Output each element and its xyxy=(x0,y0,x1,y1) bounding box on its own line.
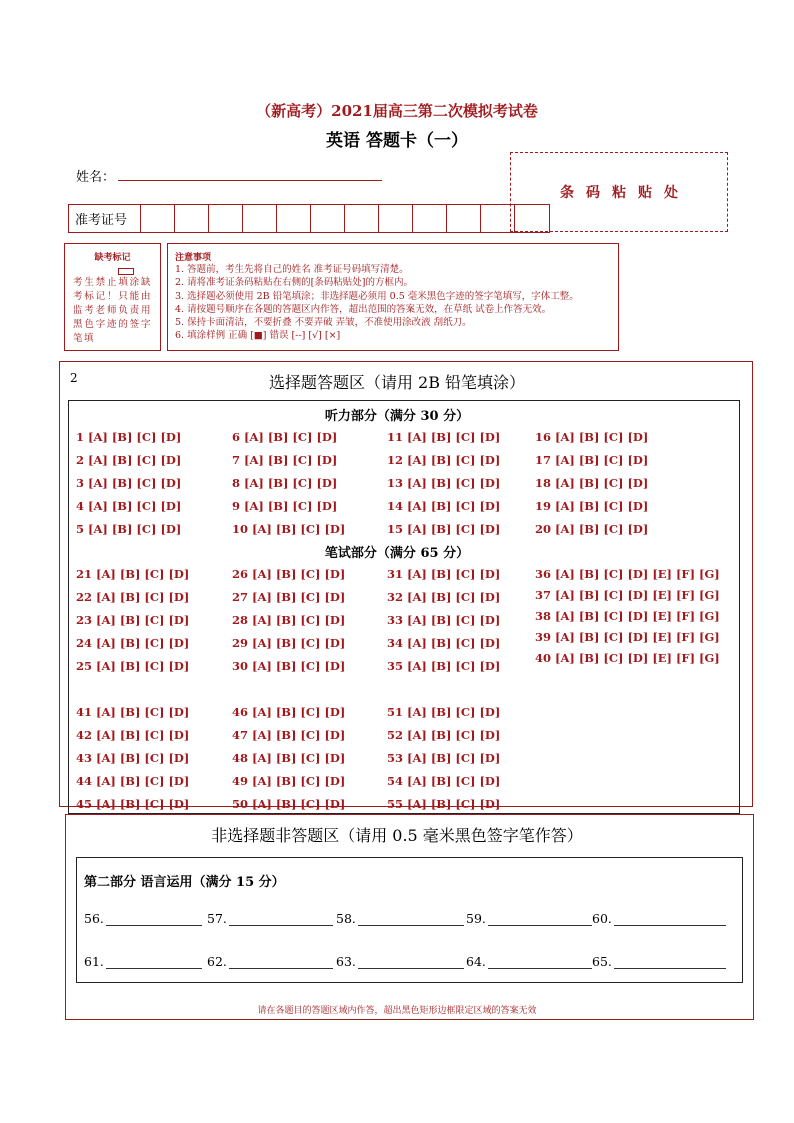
fill-blank-number: 56. xyxy=(84,911,104,926)
choice-question[interactable]: 47 [A] [B] [C] [D] xyxy=(232,728,346,742)
choice-question[interactable]: 11 [A] [B] [C] [D] xyxy=(387,430,501,444)
fill-blank-line[interactable] xyxy=(229,956,333,969)
absent-mark-checkbox[interactable] xyxy=(118,268,134,275)
fill-blank[interactable] xyxy=(207,911,333,926)
part2-title: 第二部分 语言运用（满分 15 分） xyxy=(84,875,285,890)
written-title: 笔试部分（满分 65 分） xyxy=(324,546,470,561)
choice-question[interactable]: 49 [A] [B] [C] [D] xyxy=(232,774,346,788)
answer-sheet-title: 英语 答题卡（一） xyxy=(326,131,468,151)
fill-blank-line[interactable] xyxy=(358,913,464,926)
notes-item: 3. 选择题必须使用 2B 铅笔填涂；非选择题必须用 0.5 毫米黑色字迹的签字笔填写，字体工整。 xyxy=(175,290,579,302)
fill-blank-number: 65. xyxy=(592,954,612,969)
fill-blank[interactable] xyxy=(466,954,592,969)
fill-blank[interactable] xyxy=(336,911,464,926)
notes-item: 1. 答题前，考生先将自己的姓名 准考证号码填写清楚。 xyxy=(175,264,409,275)
choice-question[interactable]: 18 [A] [B] [C] [D] xyxy=(535,476,649,490)
exam-number-cell[interactable] xyxy=(175,205,209,232)
exam-number-grid xyxy=(68,204,550,233)
choice-question[interactable]: 12 [A] [B] [C] [D] xyxy=(387,453,501,467)
exam-number-cell[interactable] xyxy=(345,205,379,232)
choice-question[interactable]: 8 [A] [B] [C] [D] xyxy=(232,476,338,490)
fill-blank-number: 57. xyxy=(207,911,227,926)
exam-number-cell[interactable] xyxy=(141,205,175,232)
choice-question[interactable]: 13 [A] [B] [C] [D] xyxy=(387,476,501,490)
exam-number-cell[interactable] xyxy=(379,205,413,232)
choice-question[interactable]: 35 [A] [B] [C] [D] xyxy=(387,659,501,673)
exam-number-cell[interactable] xyxy=(413,205,447,232)
choice-question[interactable]: 33 [A] [B] [C] [D] xyxy=(387,613,501,627)
exam-number-cell[interactable] xyxy=(515,205,549,232)
name-field[interactable] xyxy=(118,180,382,181)
choice-question[interactable]: 44 [A] [B] [C] [D] xyxy=(76,774,190,788)
fill-blank-number: 64. xyxy=(466,954,486,969)
choice-question[interactable]: 52 [A] [B] [C] [D] xyxy=(387,728,501,742)
choice-question[interactable]: 10 [A] [B] [C] [D] xyxy=(232,522,346,536)
choice-question[interactable]: 32 [A] [B] [C] [D] xyxy=(387,590,501,604)
nonchoice-section-title: 非选择题非答题区（请用 0.5 毫米黑色签字笔作答） xyxy=(211,826,583,845)
fill-blank-number: 60. xyxy=(592,911,612,926)
choice-question[interactable]: 26 [A] [B] [C] [D] xyxy=(232,567,346,581)
choice-question[interactable]: 51 [A] [B] [C] [D] xyxy=(387,705,501,719)
exam-number-cell[interactable] xyxy=(447,205,481,232)
choice-question[interactable]: 28 [A] [B] [C] [D] xyxy=(232,613,346,627)
exam-title: （新高考）2021届高三第二次模拟考试卷 xyxy=(256,102,538,120)
choice-question[interactable]: 48 [A] [B] [C] [D] xyxy=(232,751,346,765)
footer-note: 请在各题目的答题区域内作答，超出黑色矩形边框限定区域的答案无效 xyxy=(257,1006,537,1016)
choice-question[interactable]: 37 [A] [B] [C] [D] [E] [F] [G] xyxy=(535,588,720,602)
notes-item: 6. 填涂样例 正确 [■] 错误 [--] [√] [×] xyxy=(175,330,341,342)
fill-blank[interactable] xyxy=(592,911,726,926)
name-label: 姓名： xyxy=(76,170,116,185)
choice-question[interactable]: 43 [A] [B] [C] [D] xyxy=(76,751,190,765)
choice-question[interactable]: 50 [A] [B] [C] [D] xyxy=(232,797,346,811)
notes-item: 2. 请将准考证条码粘贴在右侧的[条码粘贴处]的方框内。 xyxy=(175,277,413,289)
choice-question[interactable]: 5 [A] [B] [C] [D] xyxy=(76,522,182,536)
choice-question[interactable]: 27 [A] [B] [C] [D] xyxy=(232,590,346,604)
fill-blank-line[interactable] xyxy=(488,913,592,926)
absent-mark-text: 考生禁止填涂缺考标记！只能由监考老师负责用黑色字迹的签字笔填 xyxy=(73,277,152,344)
choice-question[interactable]: 21 [A] [B] [C] [D] xyxy=(76,567,190,581)
choice-question[interactable]: 20 [A] [B] [C] [D] xyxy=(535,522,649,536)
absent-mark-title: 缺考标记 xyxy=(94,253,131,263)
fill-blank-line[interactable] xyxy=(614,913,726,926)
choice-question[interactable]: 17 [A] [B] [C] [D] xyxy=(535,453,649,467)
fill-blank[interactable] xyxy=(207,954,333,969)
fill-blank-number: 61. xyxy=(84,954,104,969)
choice-question[interactable]: 42 [A] [B] [C] [D] xyxy=(76,728,190,742)
notes-title: 注意事项 xyxy=(175,253,212,263)
choice-question[interactable]: 25 [A] [B] [C] [D] xyxy=(76,659,190,673)
choice-question[interactable]: 1 [A] [B] [C] [D] xyxy=(76,430,182,444)
page-number: 2 xyxy=(70,371,78,385)
choice-question[interactable]: 45 [A] [B] [C] [D] xyxy=(76,797,190,811)
fill-blank[interactable] xyxy=(466,911,592,926)
fill-blank[interactable] xyxy=(336,954,464,969)
choice-question[interactable]: 7 [A] [B] [C] [D] xyxy=(232,453,338,467)
choice-question[interactable]: 23 [A] [B] [C] [D] xyxy=(76,613,190,627)
fill-blank-line[interactable] xyxy=(229,913,333,926)
choice-question[interactable]: 6 [A] [B] [C] [D] xyxy=(232,430,338,444)
fill-blank-line[interactable] xyxy=(358,956,464,969)
notes-item: 5. 保持卡面清洁，不要折叠 不要弄破 弄皱，不准使用涂改液 刮纸刀。 xyxy=(175,317,472,329)
fill-blank[interactable] xyxy=(592,954,726,969)
choice-question[interactable]: 24 [A] [B] [C] [D] xyxy=(76,636,190,650)
exam-number-cell[interactable] xyxy=(209,205,243,232)
choice-question[interactable]: 16 [A] [B] [C] [D] xyxy=(535,430,649,444)
choice-question[interactable]: 53 [A] [B] [C] [D] xyxy=(387,751,501,765)
fill-blank-number: 63. xyxy=(336,954,356,969)
choice-question[interactable]: 54 [A] [B] [C] [D] xyxy=(387,774,501,788)
choice-question[interactable]: 34 [A] [B] [C] [D] xyxy=(387,636,501,650)
fill-blank-line[interactable] xyxy=(106,913,202,926)
exam-number-cell[interactable] xyxy=(277,205,311,232)
fill-blank[interactable] xyxy=(84,954,202,969)
choice-section-title: 选择题答题区（请用 2B 铅笔填涂） xyxy=(268,373,526,392)
choice-question[interactable]: 2 [A] [B] [C] [D] xyxy=(76,453,182,467)
exam-number-cell[interactable] xyxy=(481,205,515,232)
choice-question[interactable]: 29 [A] [B] [C] [D] xyxy=(232,636,346,650)
choice-question[interactable]: 15 [A] [B] [C] [D] xyxy=(387,522,501,536)
exam-number-cell[interactable] xyxy=(243,205,277,232)
choice-question[interactable]: 30 [A] [B] [C] [D] xyxy=(232,659,346,673)
choice-question[interactable]: 39 [A] [B] [C] [D] [E] [F] [G] xyxy=(535,630,720,644)
exam-number-label: 准考证号 xyxy=(69,205,141,232)
notes-box xyxy=(167,243,619,351)
choice-question[interactable]: 36 [A] [B] [C] [D] [E] [F] [G] xyxy=(535,567,720,581)
choice-question[interactable]: 4 [A] [B] [C] [D] xyxy=(76,499,182,513)
choice-question[interactable]: 55 [A] [B] [C] [D] xyxy=(387,797,501,811)
exam-number-cell[interactable] xyxy=(311,205,345,232)
fill-blank-number: 62. xyxy=(207,954,227,969)
choice-question[interactable]: 22 [A] [B] [C] [D] xyxy=(76,590,190,604)
barcode-label: 条码粘贴处 xyxy=(560,185,690,201)
fill-blank-line[interactable] xyxy=(488,956,592,969)
fill-blank-number: 59. xyxy=(466,911,486,926)
choice-question[interactable]: 40 [A] [B] [C] [D] [E] [F] [G] xyxy=(535,651,720,665)
listening-title: 听力部分（满分 30 分） xyxy=(324,409,470,424)
fill-blank-number: 58. xyxy=(336,911,356,926)
notes-item: 4. 请按题号顺序在各题的答题区内作答，超出范围的答案无效，在草纸 试卷上作答无效。 xyxy=(175,303,552,315)
choice-question[interactable]: 9 [A] [B] [C] [D] xyxy=(232,499,338,513)
choice-question[interactable]: 41 [A] [B] [C] [D] xyxy=(76,705,190,719)
choice-question[interactable]: 3 [A] [B] [C] [D] xyxy=(76,476,182,490)
choice-question[interactable]: 46 [A] [B] [C] [D] xyxy=(232,705,346,719)
fill-blank[interactable] xyxy=(84,911,202,926)
choice-question[interactable]: 31 [A] [B] [C] [D] xyxy=(387,567,501,581)
choice-question[interactable]: 38 [A] [B] [C] [D] [E] [F] [G] xyxy=(535,609,720,623)
choice-question[interactable]: 19 [A] [B] [C] [D] xyxy=(535,499,649,513)
fill-blank-line[interactable] xyxy=(106,956,202,969)
absent-mark-box xyxy=(64,243,161,351)
fill-blank-line[interactable] xyxy=(614,956,726,969)
choice-question[interactable]: 14 [A] [B] [C] [D] xyxy=(387,499,501,513)
